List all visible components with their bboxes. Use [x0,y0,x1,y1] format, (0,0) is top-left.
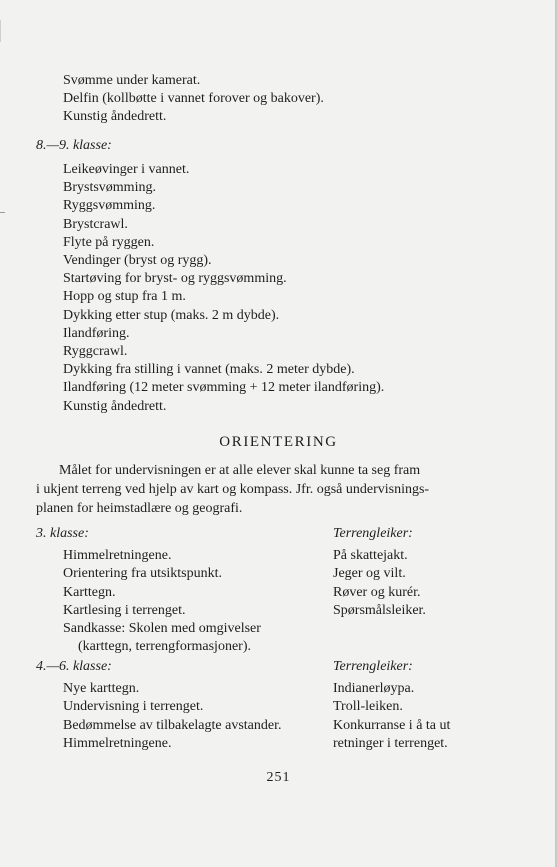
class-3-column [36,525,261,656]
list-item: Undervisning i terrenget. [63,699,204,715]
list-item: (karttegn, terrengformasjoner). [78,639,251,655]
list-item: Svømme under kamerat. [63,73,201,88]
list-item: Startøving for bryst- og ryggsvømming. [63,271,287,287]
list-item: Nye karttegn. [63,681,140,697]
list-item: Flyte på ryggen. [63,234,155,250]
class-8-9-heading: 8.—9. klasse: [36,138,112,153]
list-item: Sandkasse: Skolen med omgivelser [63,621,261,637]
list-item: Hopp og stup fra 1 m. [63,289,186,305]
list-item: Vendinger (bryst og rygg). [63,253,212,269]
list-item: Dykking etter stup (maks. 2 m dybde). [63,307,280,323]
list-item: Kartlesing i terrenget. [63,602,186,618]
list-item: Himmelretningene. [63,735,172,751]
games-heading: Terrengleiker: [333,526,413,541]
class-4-6-heading: 4.—6. klasse: [36,659,112,674]
list-item: Ilandføring (12 meter svømming + 12 meter ilandføring). [63,380,385,396]
list-item: På skattejakt. [333,548,408,564]
paragraph-line: planen for heimstadlære og geografi. [36,501,243,516]
list-item: Brystcrawl. [63,216,128,232]
list-item: retninger i terrenget. [333,735,448,751]
list-item: Ryggsvømming. [63,198,156,214]
list-item: Himmelretningene. [63,548,172,564]
list-item: Karttegn. [63,584,116,600]
list-item: Røver og kurér. [333,584,421,600]
list-item: Dykking fra stilling i vannet (maks. 2 meter dybde). [63,362,355,378]
margin-mark [0,212,5,213]
list-item: Bedømmelse av tilbakelagte avstander. [63,717,282,733]
list-item: Spørsmålsleiker. [333,602,426,618]
list-item: Troll-leiken. [333,699,403,715]
class-4-6-list [36,680,281,753]
list-item: Indianerløypa. [333,681,415,697]
page-number: 251 [266,770,291,785]
list-item: Kunstig åndedrett. [63,109,167,125]
list-item: Delfin (kollbøtte i vannet forover og bakover). [63,91,324,107]
top-list [63,72,324,127]
list-item: Jeger og vilt. [333,566,406,582]
class-3-heading: 3. klasse: [36,526,89,541]
intro-paragraph [36,461,476,518]
list-item: Leikeøvinger i vannet. [63,162,190,177]
class-3-games-column [333,525,426,620]
list-item: Ilandføring. [63,325,130,341]
list-item: Konkurranse i å ta ut [333,717,451,733]
list-item: Ryggcrawl. [63,344,128,360]
paragraph-line: i ukjent terreng ved hjelp av kart og kompass. Jfr. også undervisnings- [36,482,430,497]
class-3-list [36,547,261,656]
games-heading: Terrengleiker: [333,659,413,674]
class-8-9-list [63,161,384,416]
paragraph-line: Målet for undervisningen er at alle elever skal kunne ta seg fram [59,463,421,478]
margin-mark [0,20,1,42]
list-item: Orientering fra utsiktspunkt. [63,566,223,582]
class-4-6-column [36,658,281,753]
class-4-6-games-column [333,658,450,753]
list-item: Kunstig åndedrett. [63,398,167,414]
list-item: Brystsvømming. [63,180,156,196]
section-title: ORIENTERING [219,434,338,450]
